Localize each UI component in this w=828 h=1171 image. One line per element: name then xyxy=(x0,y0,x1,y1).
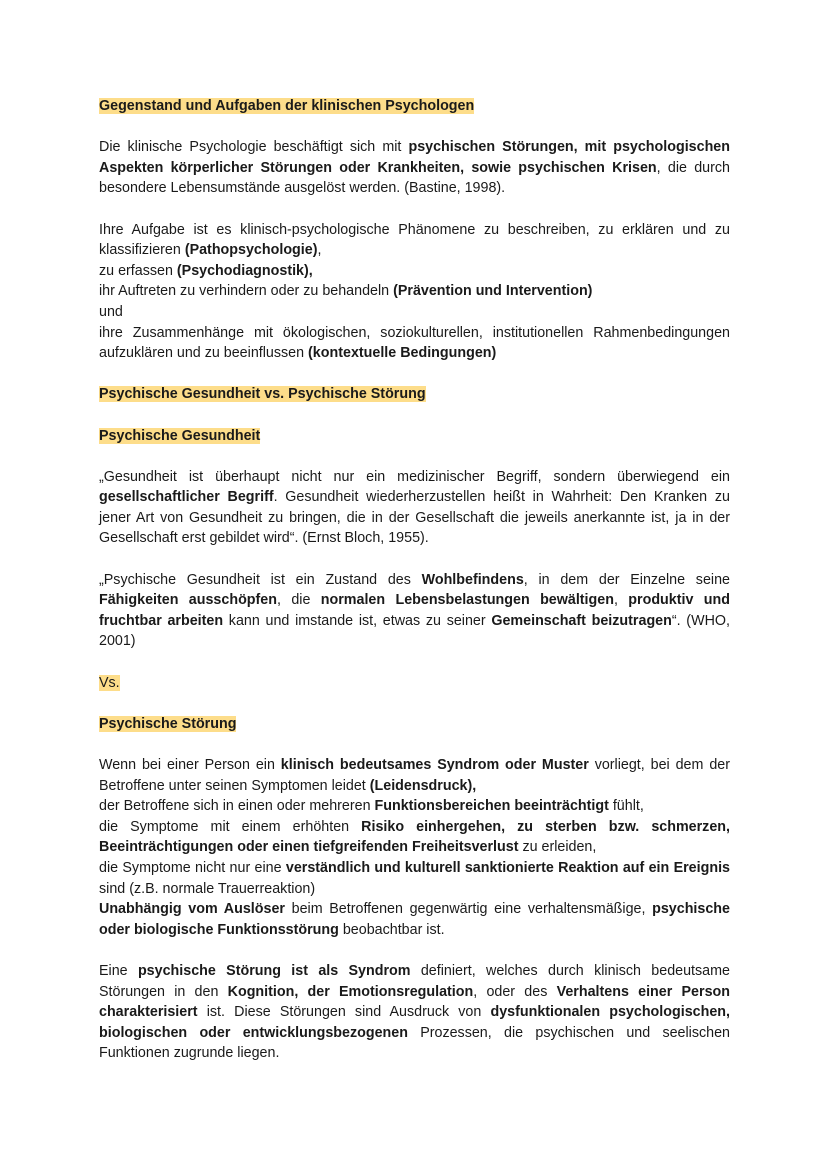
aufgaben-line-1: Ihre Aufgabe ist es klinisch-psychologische Phänomene zu beschreiben, zu erklären und zu klassifizieren (Pathopsychologie), xyxy=(99,221,730,259)
paragraph-syndrom: Eine psychische Störung ist als Syndrom definiert, welches durch klinisch bedeutsame Störungen in den Kognition, der Emotionsregulation, oder des Verhaltens einer Person charakterisiert ist. Diese Störungen sind Ausdruck von dysfunktionalen psychologischen, biologischen oder entwicklungsbezogenen Prozessen, die psychischen und seelischen Funktionen zugrunde liegen. xyxy=(99,962,730,1062)
heading-psychische-gesundheit: Psychische Gesundheit xyxy=(99,427,261,444)
heading-gesundheit-vs-stoerung: Psychische Gesundheit vs. Psychische Störung xyxy=(99,386,426,403)
aufgaben-line-2: zu erfassen (Psychodiagnostik), xyxy=(99,262,313,279)
aufgaben-line-4: und xyxy=(99,303,123,320)
kriterien-item-1: Wenn bei einer Person ein klinisch bedeutsames Syndrom oder Muster vorliegt, bei dem der Betroffene unter seinen Symptomen leidet (Leidensdruck), xyxy=(99,757,730,794)
heading-gegenstand-text: Gegenstand und Aufgaben der klinischen Psychologen xyxy=(99,98,475,114)
kriterien-item-4: die Symptome nicht nur eine verständlich und kulturell sanktionierte Reaktion auf ein Ereignis sind (z.B. normale Trauerreaktion) xyxy=(99,859,730,897)
paragraph-definition: Die klinische Psychologie beschäftigt sich mit psychischen Störungen, mit psychologischen Aspekten körperlicher Störungen oder Krankheiten, sowie psychischen Krisen, die durch besondere Lebensumstände ausgelöst werden. (Bastine, 1998). xyxy=(99,139,730,197)
quote-bloch: „Gesundheit ist überhaupt nicht nur ein medizinischer Begriff, sondern überwiegend ein gesellschaftlicher Begriff. Gesundheit wiederherzustellen heißt in Wahrheit: Den Kranken zu jener Art von Gesundheit zu bringen, die in der Gesellschaft die jeweils anerkannte ist, ja in der Gesellschaft erst gebildet wird“. (Ernst Bloch, 1955). xyxy=(99,468,730,547)
aufgaben-line-5: ihre Zusammenhänge mit ökologischen, soziokulturellen, institutionellen Rahmenbedingungen aufzuklären und zu beeinflussen (kontextuelle Bedingungen) xyxy=(99,324,730,362)
paragraph-kriterien xyxy=(99,755,730,940)
vs-label: Vs. xyxy=(99,674,120,691)
document-page xyxy=(99,96,730,1064)
kriterien-item-2: der Betroffene sich in einen oder mehreren Funktionsbereichen beeinträchtigt fühlt, xyxy=(99,798,644,815)
heading-gegenstand xyxy=(99,96,730,117)
paragraph-aufgaben xyxy=(99,220,730,364)
kriterien-item-5: Unabhängig vom Auslöser beim Betroffenen gegenwärtig eine verhaltensmäßige, psychische oder biologische Funktionsstörung beobachtbar ist. xyxy=(99,901,730,938)
heading-psychische-stoerung: Psychische Störung xyxy=(99,715,237,732)
aufgaben-line-3: ihr Auftreten zu verhindern oder zu behandeln (Prävention und Intervention) xyxy=(99,283,593,300)
kriterien-item-3: die Symptome mit einem erhöhten Risiko einhergehen, zu sterben bzw. schmerzen, Beeinträchtigungen oder einen tiefgreifenden Freiheitsverlust zu erleiden, xyxy=(99,818,730,856)
quote-who: „Psychische Gesundheit ist ein Zustand des Wohlbefindens, in dem der Einzelne seine Fähigkeiten ausschöpfen, die normalen Lebensbelastungen bewältigen, produktiv und fruchtbar arbeiten kann und imstande ist, etwas zu seiner Gemeinschaft beizutragen“. (WHO, 2001) xyxy=(99,571,730,650)
